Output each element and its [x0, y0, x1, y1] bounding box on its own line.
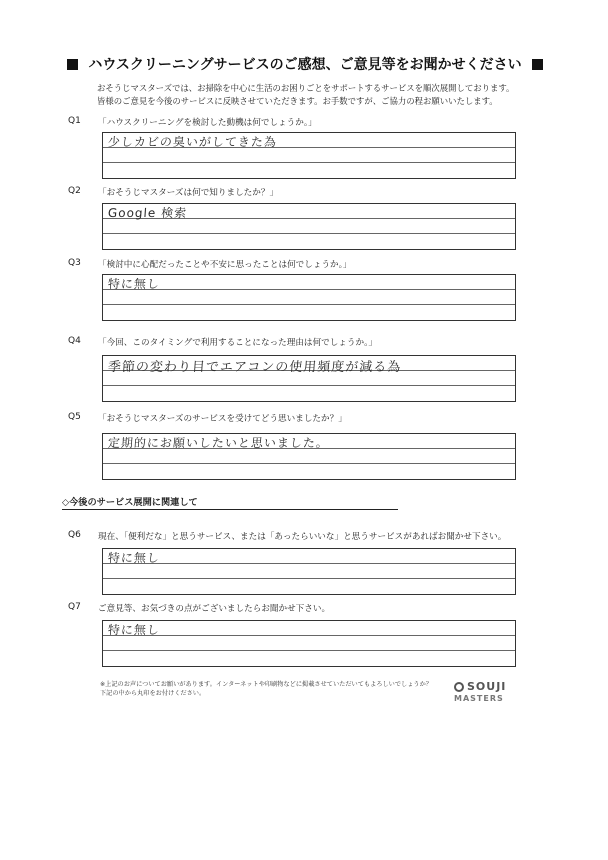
question-number: Q1	[68, 116, 81, 126]
question-text: ご意見等、お気づきの点がございましたらお聞かせ下さい。	[98, 604, 331, 614]
logo-line2: MASTERS	[454, 694, 504, 703]
question-text: 「今回、このタイミングで利用することになった理由は何でしょうか。」	[98, 338, 377, 348]
question-text: 「おそうじマスターズのサービスを受けてどう思いましたか？」	[98, 414, 347, 424]
handwritten-answer: Google 検索	[107, 206, 188, 220]
handwritten-answer: 特に無し	[107, 623, 161, 637]
question-number: Q7	[68, 602, 81, 612]
handwritten-answer: 定期的にお願いしたいと思いました。	[107, 436, 330, 450]
question-number: Q5	[68, 412, 81, 422]
footnote-line: ※上記のお声についてお願いがあります。インターネットや印刷物などに掲載させていただいてもよろしいでしょうか？	[100, 681, 432, 688]
logo-line1: SOUJI	[467, 680, 507, 693]
section-heading: ◇今後のサービス展開に関連して	[62, 494, 398, 510]
question-number: Q3	[68, 258, 81, 268]
question-text: 「ハウスクリーニングを検討した動機は何でしょうか。」	[98, 118, 317, 128]
handwritten-answer: 特に無し	[107, 277, 161, 291]
handwritten-answer: 特に無し	[107, 551, 161, 565]
black-square-icon	[532, 59, 543, 70]
black-square-icon	[67, 59, 78, 70]
question-number: Q2	[68, 186, 81, 196]
question-text: 「おそうじマスターズは何で知りましたか？」	[98, 188, 279, 198]
logo-circle-icon	[454, 682, 464, 692]
answer-box	[102, 548, 516, 595]
handwritten-answer: 少しカビの臭いがしてきた為	[107, 135, 278, 149]
question-number: Q6	[68, 530, 81, 540]
handwritten-answer: 季節の変わり目でエアコンの使用頻度が減る為	[107, 360, 402, 375]
souji-masters-logo	[454, 680, 526, 710]
survey-title-row	[40, 54, 570, 74]
intro-text	[97, 82, 567, 108]
footnote	[100, 680, 432, 698]
footnote-line: 下記の中から丸印をお付けください。	[100, 690, 206, 697]
answer-box	[102, 620, 516, 667]
question-text: 「検討中に心配だったことや不安に思ったことは何でしょうか。」	[98, 260, 352, 270]
intro-line: 皆様のご意見を今後のサービスに反映させていただきます。お手数ですが、ご協力の程お願いいたします。	[97, 96, 498, 106]
survey-title: ハウスクリーニングサービスのご感想、ご意見等をお聞かせください	[88, 57, 522, 73]
answer-box	[102, 274, 516, 321]
question-number: Q4	[68, 336, 81, 346]
question-text: 現在、「便利だな」と思うサービス、または「あったらいいな」と思うサービスがあればお聞かせ下さい。	[98, 532, 507, 542]
intro-line: おそうじマスターズでは、お掃除を中心に生活のお困りごとをサポートするサービスを順次展開しております。	[97, 83, 515, 93]
